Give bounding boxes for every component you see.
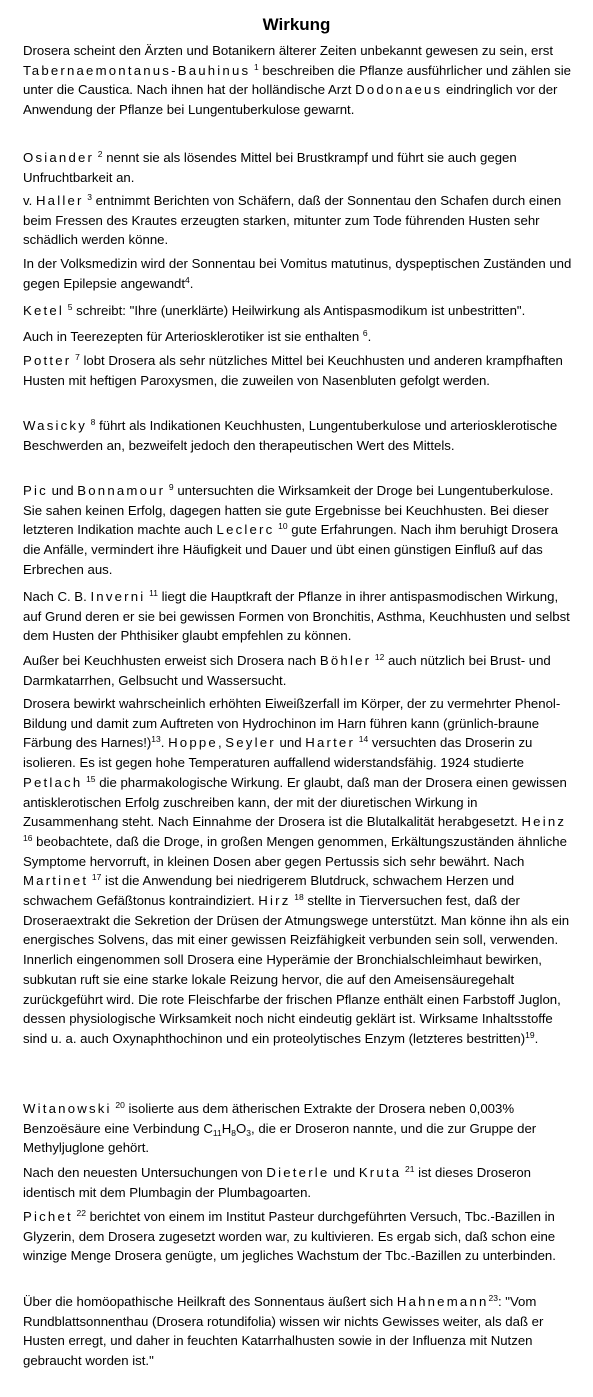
paragraph-text: die pharmakologische Wirkung. Er glaubt, daß man der Drosera einen gewissen antisklerotischen Erfolg zuschreiben kann, der mit der diuretischen Wirkung in Zusammenhang steht. Nach Einnahme der Drosera ist die Blutalkalität herabgesetzt. — [23, 774, 567, 830]
paragraph-9 — [23, 481, 573, 580]
author-name: Potter — [23, 353, 72, 368]
footnote-ref: 22 — [76, 1208, 86, 1218]
paragraph-text: beobachtete, daß die Droge, in großen Mengen genommen, Erkältungszuständen ähnliche Symptome hervorruft, in kleinen Dosen aber gegen Pertussis sich sehr bewährt. Nach — [23, 833, 567, 869]
author-name: Inverni — [90, 589, 146, 604]
paragraph-text: Nach C. B. — [23, 589, 91, 604]
author-name: Tabernaemontanus-Bauhinus — [23, 62, 251, 78]
author-name: Martinet — [23, 873, 89, 889]
paragraph-text: berichtet von einem im Institut Pasteur durchgeführten Versuch, Tbc.-Bazillen in Glyzerin, dem Drosera zugesetzt worden war, zu kultivieren. Es ergab sich, daß schon eine winzige Menge Drosera genügte, um jegliches Wachstum der Tbc.-Bazillen zu unterbinden. — [23, 1209, 556, 1264]
footnote-ref: 19 — [525, 1029, 535, 1040]
paragraph-text: beschreiben die Pflanze ausführlicher und zählen sie unter die Caustica. Nach ihnen hat der holländische Arzt — [23, 62, 572, 98]
paragraph-13 — [23, 1099, 573, 1158]
paragraph-text: O — [236, 1120, 247, 1136]
paragraph-text: Drosera bewirkt wahrscheinlich erhöhten Eiweißzerfall im Körper, der zu vermehrter Phenol-Bildung und damit zum Auftreten von Hydrochinon im Harn führen kann (grünlich-braune Färbung des Harnes!) — [23, 696, 561, 751]
paragraph-text: , — [217, 735, 226, 751]
footnote-ref: 17 — [91, 872, 102, 883]
paragraph-6 — [23, 327, 573, 347]
footnote-ref: 5 — [67, 302, 73, 312]
paragraph-text: v. — [23, 193, 36, 208]
paragraph-text: auch nützlich bei Brust- und Darmkatarrhen, Gelbsucht und Wassersucht. — [23, 653, 551, 688]
footnote-ref: 2 — [97, 149, 103, 159]
author-name: Seyler — [225, 735, 276, 751]
paragraph-text: Über die homöopathische Heilkraft des Sonnentaus äußert sich — [23, 1294, 397, 1309]
author-name: Bonnamour — [77, 483, 166, 498]
footnote-ref: 13 — [151, 734, 161, 745]
paragraph-text: eindringlich vor der Anwendung der Pflanze bei Lungentuberkulose gewarnt. — [23, 82, 558, 118]
footnote-ref: 18 — [294, 892, 304, 903]
footnote-ref: 10 — [278, 521, 288, 532]
formula-subscript: 11 — [212, 1127, 222, 1138]
author-name: Harter — [305, 735, 356, 751]
footnote-ref: 7 — [75, 352, 80, 362]
footnote-ref: 8 — [90, 417, 96, 427]
footnote-ref: 20 — [115, 1100, 125, 1110]
paragraph-7 — [23, 351, 573, 390]
paragraph-text: . — [367, 329, 372, 344]
paragraph-text: . — [189, 275, 194, 291]
footnote-ref: 1 — [253, 61, 259, 72]
author-name: Heinz — [521, 814, 567, 830]
author-name: Hoppe — [168, 735, 218, 751]
footnote-ref: 4 — [185, 274, 190, 285]
paragraph-text: , die er Droseron nannte, und die zur Gruppe der Methyljuglone gehört. — [23, 1120, 537, 1156]
author-name: Pichet — [23, 1209, 73, 1224]
paragraph-text: Nach den neuesten Untersuchungen von — [23, 1165, 267, 1180]
author-name: Haller — [35, 193, 84, 208]
paragraph-text: H — [221, 1120, 232, 1136]
footnote-ref: 9 — [168, 482, 174, 492]
paragraph-16 — [23, 1292, 573, 1371]
paragraph-2 — [23, 148, 573, 187]
paragraph-15 — [23, 1207, 573, 1266]
paragraph-text: stellte in Tierversuchen fest, daß der Droseraextrakt die Sekretion der Drüsen der Atmungswege unterstützt. Man könne ihn als ein energisches Solvens, das mit einer gewissen Reizfähigkeit verbunden sein soll, verwenden. Innerlich eingenommen soll Drosera eine Hyperämie der Bronchialschleimhaut bewirken, subkutan ruft sie eine starke lokale Reizung hervor, die auf den Ameisensäuregehalt zurückgeführt wird. Die rote Fleischfarbe der frischen Pflanze enthält einen Farbstoff Juglon, dessen physiologische Wirksamkeit noch nicht eindeutig geklärt ist. Wirksame Inhaltsstoffe sind u. a. auch Oxynaphthochinon und ein proteolytisches Enzym (letzteres bestritten) — [23, 893, 570, 1046]
paragraph-text: Auch in Teerezepten für Arteriosklerotiker ist sie enthalten — [23, 329, 360, 344]
paragraph-text: und — [47, 483, 78, 498]
author-name: Dieterle — [266, 1165, 330, 1180]
footnote-ref: 16 — [23, 832, 33, 843]
paragraph-text: gute Erfahrungen. Nach ihm beruhigt Drosera die Anfälle, vermindert ihre Häufigkeit und Dauer und übt einen günstigen Einfluß auf das Erbrechen aus. — [23, 522, 559, 577]
author-name: Dodonaeus — [355, 82, 443, 98]
paragraph-text: untersuchten die Wirksamkeit der Droge bei Lungentuberkulose. Sie sahen keinen Erfolg, dagegen hatten sie gute Ergebnisse bei Keuchhusten. Bei dieser letzteren Indikation machte auch — [23, 483, 554, 538]
author-name: Böhler — [319, 653, 372, 668]
paragraph-text: entnimmt Berichten von Schäfern, daß der Sonnentau den Schafen durch einen beim Fressen des Krautes erzeugten starken, mitunter zum Tode führenden Husten sehr schädlich werden könne. — [23, 193, 562, 248]
footnote-ref: 12 — [374, 652, 385, 662]
paragraph-text: . — [534, 1030, 539, 1046]
footnote-ref: 21 — [405, 1164, 415, 1174]
paragraph-3 — [23, 191, 573, 250]
footnote-ref: 15 — [86, 773, 96, 784]
paragraph-text: und — [275, 735, 306, 751]
author-name: Kruta — [358, 1165, 402, 1180]
paragraph-text: isolierte aus dem ätherischen Extrakte der Drosera neben 0,003% Benzoësäure eine Verbindung C — [23, 1101, 515, 1136]
footnote-ref: 23 — [488, 1293, 498, 1303]
paragraph-12 — [23, 694, 573, 1049]
footnote-ref: 11 — [149, 588, 158, 598]
paragraph-text: liegt die Hauptkraft der Pflanze in ihrer antispasmodischen Wirkung, auf Grund deren er sie bei gewissen Formen von Bronchitis, Asthma, Keuchhusten und selbst dem Husten der Phthisiker glaubt empfehlen zu können. — [23, 589, 570, 644]
footnote-ref: 6 — [362, 328, 368, 338]
paragraph-1 — [23, 41, 573, 120]
paragraph-text: ist dieses Droseron identisch mit dem Plumbagin der Plumbagoarten. — [23, 1165, 532, 1200]
footnote-ref: 14 — [358, 734, 369, 745]
paragraph-5 — [23, 301, 573, 321]
paragraph-text: : "Vom Rundblattsonnenthau (Drosera rotundifolia) wissen wir nichts Gewisses weiter, als daß er Husten erregt, und daher in feuchten Katarrhalhusten sowie in der Influenza mit Nutzen gebraucht worden ist." — [23, 1294, 544, 1369]
author-name: Hirz — [258, 893, 291, 909]
page-title: Wirkung — [262, 15, 331, 34]
paragraph-text: Drosera scheint den Ärzten und Botanikern älterer Zeiten unbekannt gewesen zu sein, erst — [23, 43, 554, 58]
paragraph-14 — [23, 1163, 573, 1202]
paragraph-text: . — [160, 735, 169, 751]
author-name: Wasicky — [23, 418, 87, 433]
author-name: Ketel — [23, 303, 65, 318]
paragraph-text: versuchten das Droserin zu isolieren. Es ist gegen hohe Temperaturen auffallend widerstandsfähig. 1924 studierte — [23, 735, 533, 771]
author-name: Witanowski — [23, 1101, 112, 1116]
paragraph-10 — [23, 587, 573, 646]
paragraph-11 — [23, 651, 573, 690]
paragraph-text: schreibt: "Ihre (unerklärte) Heilwirkung als Antispasmodikum ist unbestritten". — [72, 303, 526, 318]
author-name: Pic — [23, 483, 48, 498]
author-name: Hahnemann — [396, 1294, 489, 1309]
paragraph-text: Außer bei Keuchhusten erweist sich Drosera nach — [23, 653, 320, 668]
paragraph-text: In der Volksmedizin wird der Sonnentau bei Vomitus matutinus, dyspeptischen Zuständen und gegen Epilepsie angewandt — [23, 256, 572, 291]
paragraph-8 — [23, 416, 573, 455]
formula-subscript: 8 — [231, 1127, 236, 1138]
paragraph-text: und — [329, 1165, 359, 1180]
footnote-ref: 3 — [87, 192, 93, 202]
paragraph-text: führt als Indikationen Keuchhusten, Lungentuberkulose und arteriosklerotische Beschwerden an, bezweifelt jedoch den therapeutischen Wert des Mittels. — [23, 418, 558, 453]
paragraph-4 — [23, 254, 573, 293]
formula-subscript: 3 — [246, 1127, 251, 1138]
paragraph-text: nennt sie als lösendes Mittel bei Brustkrampf und führt sie auch gegen Unfruchtbarkeit an. — [23, 150, 517, 185]
author-name: Petlach — [23, 774, 83, 790]
author-name: Osiander — [23, 150, 95, 165]
paragraph-text: ist die Anwendung bei niedrigerem Blutdruck, schwachem Herzen und schwachem Gefäßtonus kontraindiziert. — [23, 873, 515, 909]
paragraph-text: lobt Drosera als sehr nützliches Mittel bei Keuchhusten und anderen krampfhaften Husten mit heftigen Paroxysmen, die zuweilen von Nasenbluten gefolgt werden. — [23, 353, 563, 388]
author-name: Leclerc — [216, 522, 275, 538]
